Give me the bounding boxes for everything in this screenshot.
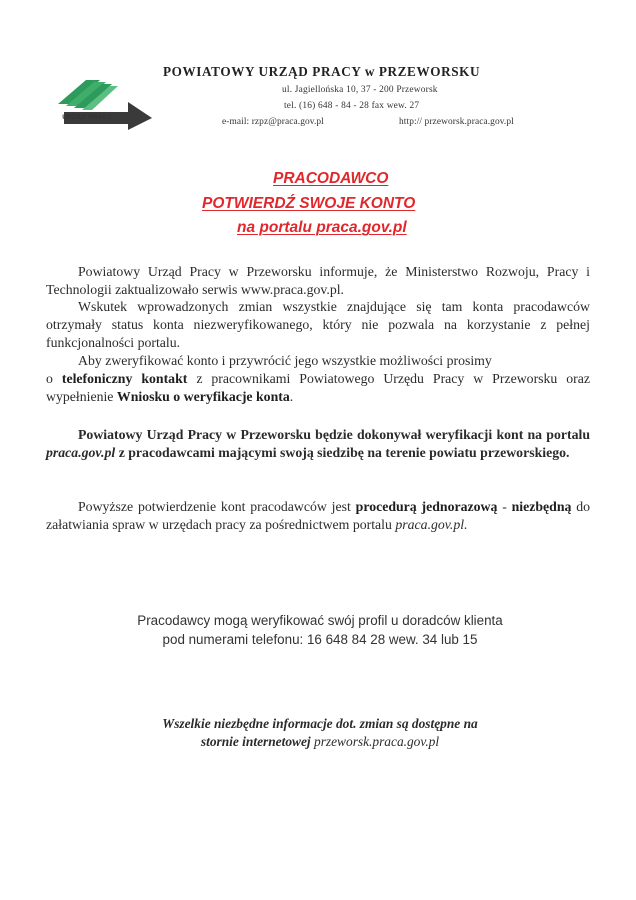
info-website-link: przeworsk.praca.gov.pl [314,734,440,749]
text-segment: do załatwiania spraw w urzędach pracy za pośrednictwem portalu [46,499,591,532]
paragraph-account-status: Wskutek wprowadzonych zmian wszystkie znajdujące się tam konta pracodawców otrzymały status konta niezweryfikowanego, który nie pozwala na korzystanie z pełnej funkcjonalności portalu. [46,299,590,350]
bold-phone-contact: telefoniczny kontakt [61,370,188,386]
info-line-2 [60,733,580,751]
contact-line-1: Pracodawcy mogą weryfikować swój profil u doradców klienta [137,613,503,628]
italic-portal-link: praca.gov.pl. [395,516,468,532]
text-segment: Aby zweryfikować konto i przywrócić jego wszystkie możliwości prosimy [78,353,492,368]
bold-one-time-procedure: procedurą jednorazową [355,499,498,514]
info-block [60,715,580,751]
address-website: http:// przeworsk.praca.gov.pl [399,117,514,127]
paragraph-verification-notice [46,426,590,462]
text-segment: z pracownikami Powiatowego Urzędu Pracy w Przeworsku oraz wypełnienie [46,370,591,404]
text-segment: o [46,370,53,386]
italic-portal-name: praca.gov.pl [46,444,116,460]
address-street: ul. Jagiellońska 10, 37 - 200 Przeworsk [282,85,438,95]
info-line-1: Wszelkie niezbędne informacje dot. zmian są dostępne na [162,716,478,731]
logo-urzad-pracy [56,74,156,130]
info-bold-text: stornie internetowej [200,734,311,749]
logo-arrow-icon [56,74,156,130]
text-segment: z pracodawcami mającymi swoją siedzibę na terenie powiatu przeworskiego. [118,444,570,460]
text-segment: - [502,499,507,514]
paragraph-verification-request [46,352,590,405]
title-line-3: na portalu praca.gov.pl [237,219,407,236]
bold-necessary: niezbędną [511,499,572,514]
bold-form-name: Wniosku o weryfikacje konta [116,388,290,404]
paragraph-procedure [46,498,590,534]
title-line-1: PRACODAWCO [273,170,389,187]
address-phone: tel. (16) 648 - 84 - 28 fax wew. 27 [284,101,420,111]
paragraph-announcement: Powiatowy Urząd Pracy w Przeworsku informuje, że Ministerstwo Rozwoju, Pracy i Technologii zaktualizowało serwis www.praca.gov.pl. [46,264,590,297]
title-line-2: POTWIERDŹ SWOJE KONTO [202,195,416,212]
address-email: e-mail: rzpz@praca.gov.pl [222,117,324,127]
contact-block [60,611,580,649]
text-segment: Powiatowy Urząd Pracy w Przeworsku będzie dokonywał weryfikacji kont na portalu [78,427,590,442]
contact-line-2: pod numerami telefonu: 16 648 84 28 wew. 34 lub 15 [162,632,478,647]
text-segment: Powyższe potwierdzenie kont pracodawców jest [78,499,351,514]
logo-caption: URZĄD PRACY [62,114,112,121]
text-segment: . [289,388,294,404]
organization-title: POWIATOWY URZĄD PRACY w PRZEWORSKU [163,64,481,79]
